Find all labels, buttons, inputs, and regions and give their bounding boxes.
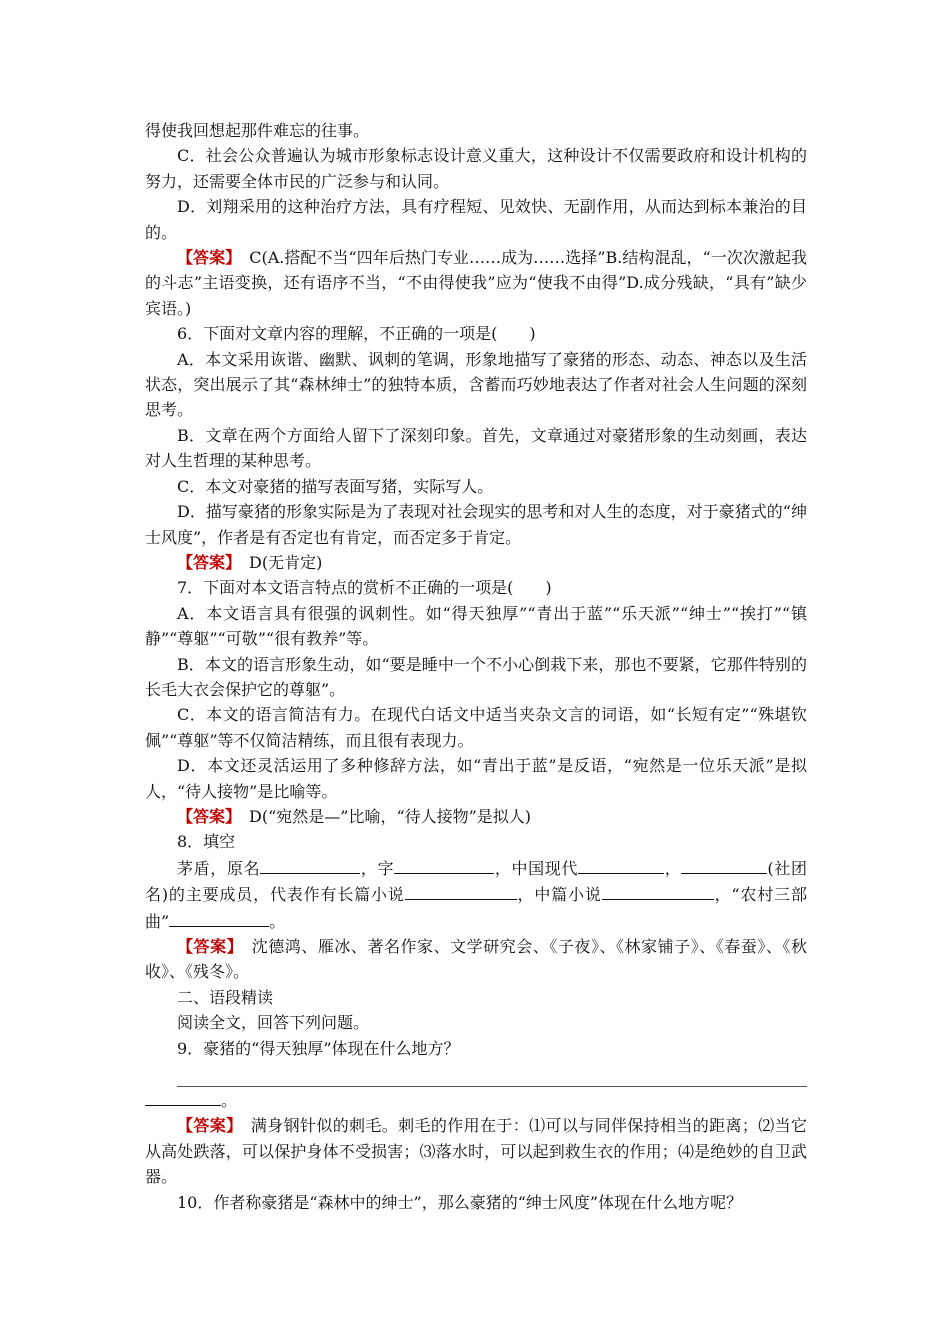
blank-line[interactable] (394, 855, 494, 874)
period: 。 (221, 1091, 238, 1111)
blank-text: 。 (269, 911, 286, 931)
answer-7 (145, 804, 807, 829)
question-7-option-d: D．本文还灵活运用了多种修辞方法，如“青出于蓝”是反语，“宛然是一位乐天派”是拟人，“待人接物”是比喻等。 (145, 756, 807, 801)
answer-label: 【答案】 (177, 937, 236, 956)
answer-line[interactable] (145, 1087, 221, 1106)
answer-line[interactable] (177, 1061, 807, 1087)
blank-line[interactable] (578, 855, 664, 874)
blank-text: (社团名)的主要成员，代表作有长篇小说 (145, 858, 807, 905)
question-9: 9．豪猪的“得天独厚”体现在什么地方？ (177, 1038, 460, 1058)
blank-text: ， (664, 858, 682, 878)
blank-line[interactable] (169, 908, 269, 927)
option-c: C．社会公众普遍认为城市形象标志设计意义重大，这种设计不仅需要政府和设计机构的努力，还需要全体市民的广泛参与和认同。 (145, 146, 807, 191)
fill-in-blank (145, 855, 807, 934)
instruction: 阅读全文，回答下列问题。 (177, 1013, 370, 1033)
answer-line-end (145, 1087, 807, 1113)
answer-9 (145, 1113, 807, 1189)
question-8: 8．填空 (177, 832, 236, 852)
question-6-option-d: D．描写豪猪的形象实际是为了表现对社会现实的思考和对人生的态度，对于豪猪式的“绅士风度”，作者是有否定也有肯定，而否定多于肯定。 (145, 502, 807, 547)
answer-label: 【答案】 (177, 248, 234, 268)
answer-label: 【答案】 (177, 1116, 235, 1136)
blank-text: 茅盾，原名 (177, 858, 261, 878)
question-6-option-a: A．本文采用诙谐、幽默、讽刺的笔调，形象地描写了豪猪的形态、动态、神态以及生活状态，突出展示了其“森林绅士”的独特本质，含蓄而巧妙地表达了作者对社会人生问题的深刻思考。 (145, 349, 807, 420)
question-7-option-c: C．本文的语言简洁有力。在现代白话文中适当夹杂文言的词语，如“长短有定”“殊堪钦佩”“尊躯”等不仅简洁精练，而且很有表现力。 (145, 705, 807, 750)
blank-text: ，中国现代 (494, 858, 579, 878)
answer-text: 满身钢针似的刺毛。刺毛的作用在于：⑴可以与同伴保持相当的距离；⑵当它从高处跌落，可以保护身体不受损害；⑶落水时，可以起到救生衣的作用；⑷是绝妙的自卫武器。 (145, 1116, 807, 1187)
blank-text: ，“农村三部曲” (145, 885, 807, 931)
blank-text: ，中篇小说 (516, 885, 602, 905)
question-7-option-a: A．本文语言具有很强的讽刺性。如“得天独厚”“青出于蓝”“乐天派”“绅士”“挨打”“镇静”“尊躯”“可敬”“很有教养”等。 (145, 603, 807, 649)
document-page (145, 118, 807, 1215)
blank-line[interactable] (602, 881, 714, 900)
blank-line[interactable] (681, 855, 767, 874)
answer-text: D(“宛然是—”比喻，“待人接物”是拟人) (233, 806, 532, 826)
question-6: 6．下面对文章内容的理解，不正确的一项是( ) (177, 324, 536, 344)
option-d: D．刘翔采用的这种治疗方法，具有疗程短、见效快、无副作用，从而达到标本兼治的目的。 (145, 197, 807, 242)
answer-5 (145, 245, 807, 321)
question-7-option-b: B．本文的语言形象生动，如“要是睡中一个不小心倒栽下来，那也不要紧，它那件特别的长毛大衣会保护它的尊躯”。 (145, 654, 807, 699)
blank-line[interactable] (405, 881, 517, 900)
answer-label: 【答案】 (177, 552, 234, 572)
question-7: 7．下面对本文语言特点的赏析不正确的一项是( ) (177, 578, 552, 598)
answer-6 (145, 550, 807, 575)
answer-label: 【答案】 (177, 806, 234, 826)
question-6-option-c: C．本文对豪猪的描写表面写猪，实际写人。 (177, 476, 494, 496)
blank-text: ，字 (360, 858, 395, 878)
text-line: 得使我回想起那件难忘的往事。 (145, 121, 370, 140)
answer-text: 沈德鸿、雁冰、著名作家、文学研究会、《子夜》、《林家铺子》、《春蚕》、《秋收》、《残冬》。 (145, 937, 807, 982)
answer-8 (145, 934, 807, 985)
answer-text: C(A.搭配不当“四年后热门专业……成为……选择”B.结构混乱，“一次次激起我的斗志”主语变换，还有语序不当，“不由得使我”应为“使我不由得”D.成分残缺，“具有”缺少宾语。) (145, 248, 807, 318)
question-6-option-b: B．文章在两个方面给人留下了深刻印象。首先，文章通过对豪猪形象的生动刻画，表达对人生哲理的某种思考。 (145, 425, 807, 471)
question-10: 10．作者称豪猪是“森林中的绅士”，那么豪猪的“绅士风度”体现在什么地方呢？ (177, 1192, 743, 1212)
blank-line[interactable] (260, 855, 360, 874)
section-heading: 二、语段精读 (177, 987, 274, 1007)
answer-text: D(无肯定) (233, 552, 323, 572)
